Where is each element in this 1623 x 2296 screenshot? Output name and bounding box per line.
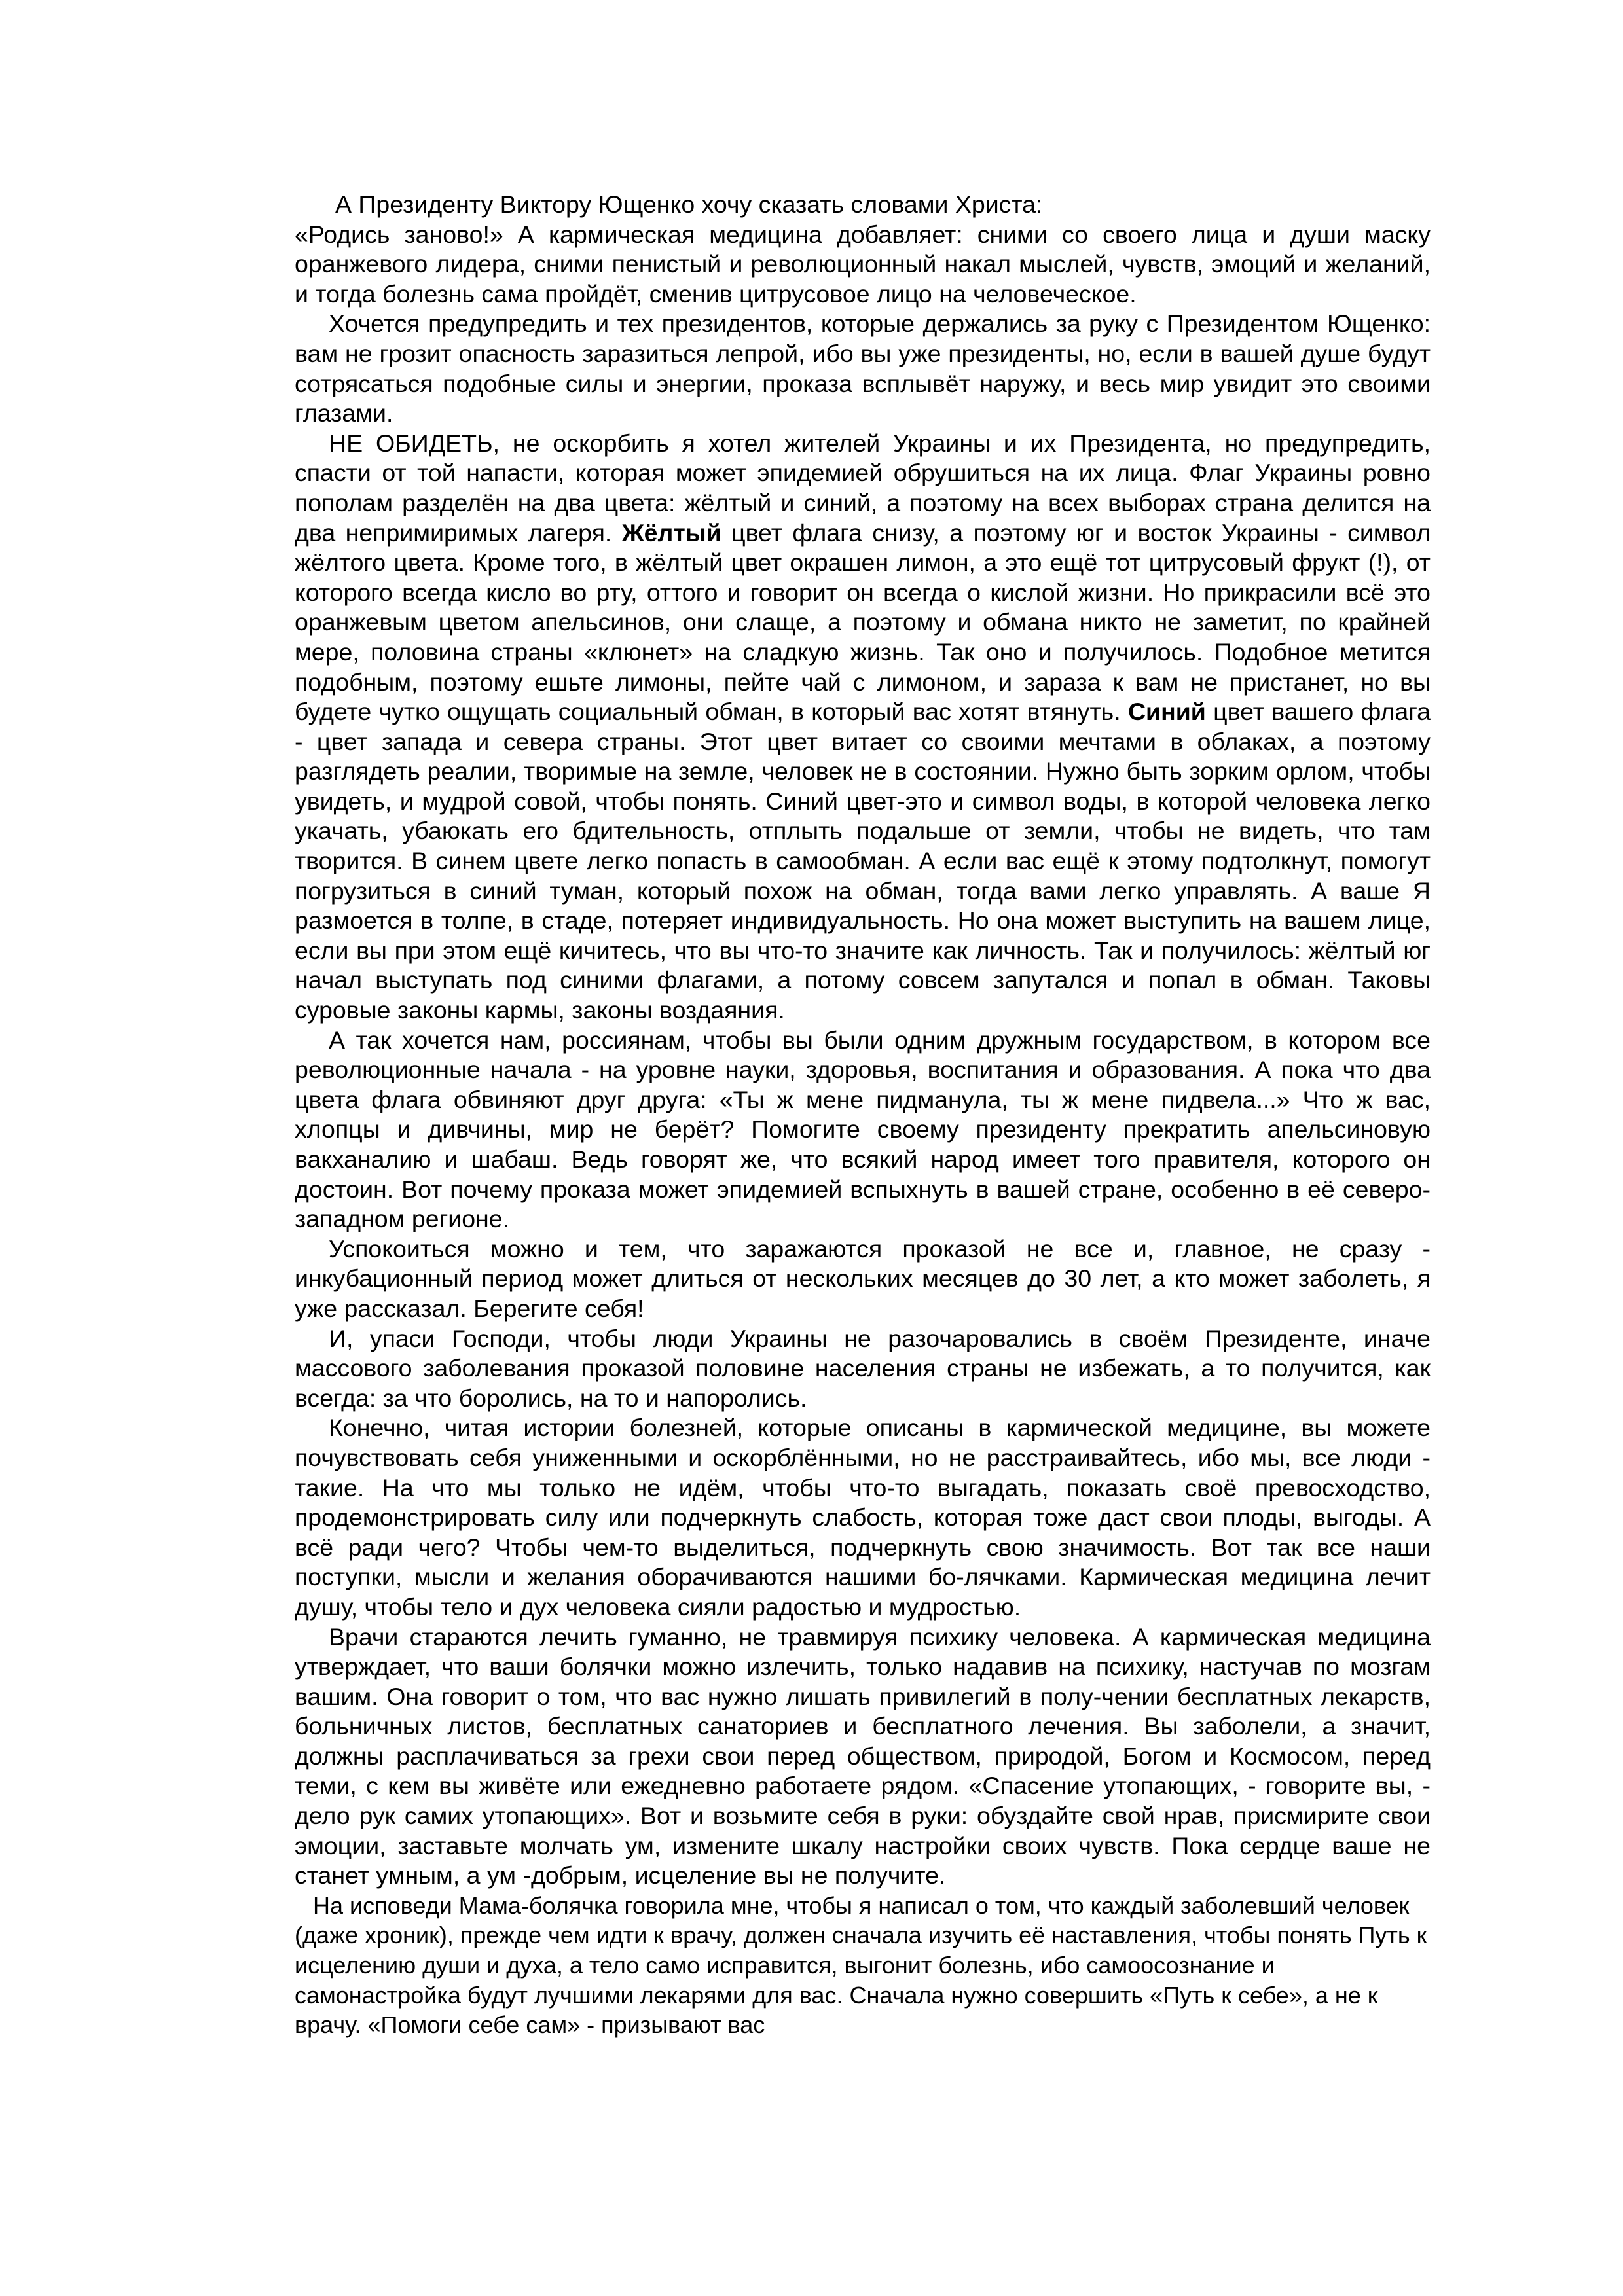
paragraph-9: На исповеди Мама-болячка говорила мне, чтобы я написал о том, что каждый заболевший человек (даже хроник), прежде чем идти к врачу, должен сначала изучить её наставления, чтобы понять Путь к исцелению души и духа, а тело само исправится, выгонит болезнь, ибо самоосознание и самонастройка будут лучшими лекарями для вас. Сначала нужно совершить «Путь к себе», а не к врачу. «Помоги себе сам» - призывают вас: [295, 1892, 1427, 2039]
paragraph-3-part-2: цвет флага снизу, а поэтому юг и восток Украины - символ жёлтого цвета. Кроме того, в жёлтый цвет окрашен лимон, а это ещё тот цитрусовый фрукт (!), от которого всегда кисло во рту, оттого и говорит он всегда о кислой жизни. Но прикрасили всё это оранжевым цветом апельсинов, они слаще, а поэтому и обмана никто не заметит, по крайней мере, половина страны «клюнет» на сладкую жизнь. Так оно и получилось. Подобное метится подобным, поэтому ешьте лимоны, пейте чай с лимоном, и зараза к вам не пристанет, но вы будете чутко ощущать социальный обман, в который вас хотят втянуть.: [295, 518, 1431, 726]
body-text: [295, 190, 1431, 2040]
paragraph-3-part-3: цвет вашего флага - цвет запада и севера страны. Этот цвет витает со своими мечтами в облаках, а поэтому разглядеть реалии, творимые на земле, человек не в состоянии. Нужно быть зорким орлом, чтобы увидеть, и мудрой совой, чтобы понять. Синий цвет-это и символ воды, в которой человека легко укачать, убаюкать его бдительность, отплыть подальше от земли, чтобы не видеть, что там творится. В синем цвете легко попасть в самообман. А если вас ещё к этому подтолкнут, помогут погрузиться в синий туман, который похож на обман, тогда вами легко управлять. А ваше Я размоется в толпе, в стаде, потеряет индивидуальность. Но она может выступить на вашем лице, если вы при этом ещё кичитесь, что вы что-то значите как личность. Так и получилось: жёлтый юг начал выступать под синими флагами, а потому совсем запутался и попал в обман. Таковы суровые законы кармы, законы воздаяния.: [295, 698, 1431, 1024]
bold-blue: Синий: [1127, 698, 1206, 726]
paragraph-4: А так хочется нам, россиянам, чтобы вы были одним дружным государством, в котором все революционные начала - на уровне науки, здоровья, воспитания и образования. А пока что два цвета флага обвиняют друг друга: «Ты ж мене пидманула, ты ж мене пидвела...» Что ж вас, хлопцы и дивчины, мир не берёт? Помогите своему президенту прекратить апельсиновую вакханалию и шабаш. Ведь говорят же, что всякий народ имеет того правителя, которого он достоин. Вот почему проказа может эпидемией вспыхнуть в вашей стране, особенно в её северо-западном регионе.: [295, 1026, 1431, 1233]
paragraph-3: [295, 429, 1431, 1026]
paragraph-8: Врачи стараются лечить гуманно, не травмируя психику человека. А кармическая медицина утверждает, что ваши болячки можно излечить, только надавив на психику, настучав по мозгам вашим. Она говорит о том, что вас нужно лишать привилегий в полу-чении бесплатных лекарств, больничных листов, бесплатных санаториев и бесплатного лечения. Вы заболели, а значит, должны расплачиваться за грехи свои перед обществом, природой, Богом и Космосом, перед теми, с кем вы живёте или ежедневно работаете рядом. «Спасение утопающих, - говорите вы, - дело рук самих утопающих». Вот и возьмите себя в руки: обуздайте свой нрав, присмирите свои эмоции, заставьте молчать ум, измените шкалу настройки своих чувств. Пока сердце ваше не станет умным, а ум -добрым, исцеление вы не получите.: [295, 1623, 1431, 1890]
paragraph-5: Успокоиться можно и тем, что заражаются проказой не все и, главное, не сразу - инкубационный период может длиться от нескольких месяцев до 30 лет, а кто может заболеть, я уже рассказал. Берегите себя!: [295, 1234, 1431, 1322]
paragraph-6: И, упаси Господи, чтобы люди Украины не разочаровались в своём Президенте, иначе массового заболевания проказой половине населения страны не избежать, а то получится, как всегда: за что боролись, на то и напоролись.: [295, 1324, 1431, 1412]
paragraph-7: Конечно, читая истории болезней, которые описаны в кармической медицине, вы можете почувствовать себя униженными и оскорблёнными, но не расстраивайтесь, ибо мы, все люди - такие. На что мы только не идём, чтобы что-то выгадать, показать своё превосходство, продемонстрировать силу или подчеркнуть слабость, которая тоже даст свои плоды, выгоды. А всё ради чего? Чтобы чем-то выделиться, подчеркнуть свою значимость. Вот так все наши поступки, мысли и желания оборачиваются нашими бо-лячками. Кармическая медицина лечит душу, чтобы тело и дух человека сияли радостью и мудростью.: [295, 1414, 1431, 1621]
paragraph-3-part-1: НЕ ОБИДЕТЬ, не оскорбить я хотел жителей Украины и их Президента, но предупредить, спасти от той напасти, которая может эпидемией обрушиться на их лица. Флаг Украины ровно пополам разделён на два цвета: жёлтый и синий, а поэтому на всех выборах страна делится на два непримиримых лагеря.: [295, 429, 1431, 547]
bold-yellow: Жёлтый: [621, 518, 721, 547]
paragraph-1-lead: А Президенту Виктору Ющенко хочу сказать словами Христа:: [335, 190, 1043, 218]
paragraph-1: [295, 190, 1431, 309]
paragraph-2: Хочется предупредить и тех президентов, которые держались за руку с Президентом Ющенко: вам не грозит опасность заразиться лепрой, ибо вы уже президенты, но, если в вашей душе будут сотрясаться подобные силы и энергии, проказа всплывёт наружу, и весь мир увидит это своими глазами.: [295, 310, 1431, 427]
paragraph-1-text: «Родись заново!» А кармическая медицина добавляет: сними со своего лица и души маску оранжевого лидера, сними пенистый и революционный накал мыслей, чувств, эмоций и желаний, и тогда болезнь сама пройдёт, сменив цитрусовое лицо на человеческое.: [295, 220, 1431, 308]
